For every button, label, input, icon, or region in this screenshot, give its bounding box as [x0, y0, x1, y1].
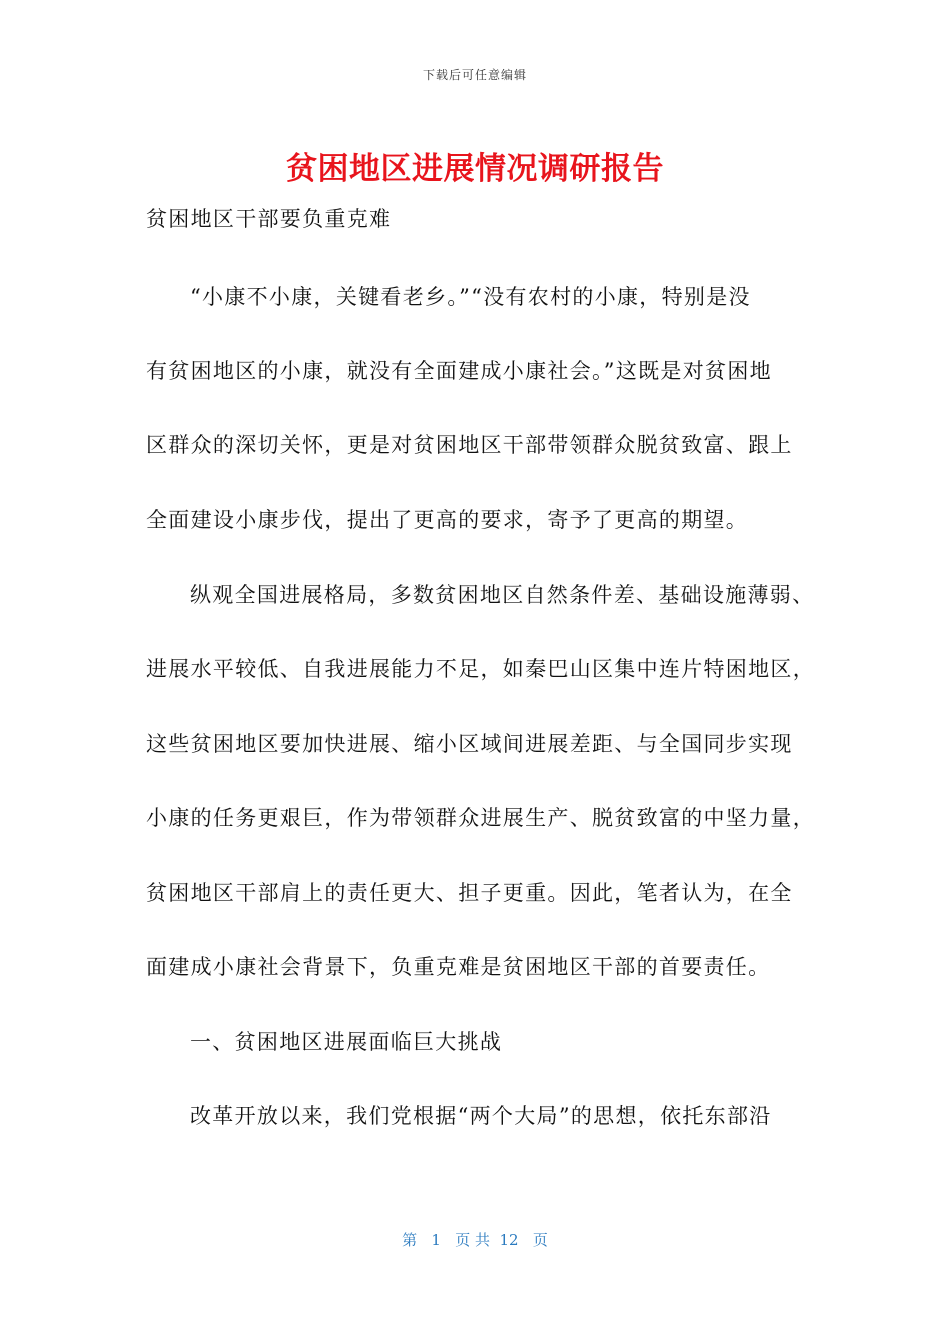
body-line: 纵观全国进展格局，多数贫困地区自然条件差、基础设施薄弱、	[190, 583, 815, 607]
body-line: 小康的任务更艰巨，作为带领群众进展生产、脱贫致富的中坚力量，	[146, 806, 815, 830]
body-line: “小康不小康，关键看老乡。”“没有农村的小康，特别是没	[190, 285, 751, 309]
page-number-footer: 第 1 页 共 12 页	[402, 1231, 548, 1249]
body-line: 有贫困地区的小康，就没有全面建成小康社会。”这既是对贫困地	[146, 359, 772, 383]
body-line: 全面建设小康步伐，提出了更高的要求，寄予了更高的期望。	[146, 508, 749, 532]
body-line: 面建成小康社会背景下，负重克难是贫困地区干部的首要责任。	[146, 955, 771, 979]
section-heading: 一、贫困地区进展面临巨大挑战	[190, 1030, 503, 1054]
body-line: 这些贫困地区要加快进展、缩小区域间进展差距、与全国同步实现	[146, 732, 793, 756]
body-line: 区群众的深切关怀，更是对贫困地区干部带领群众脱贫致富、跟上	[146, 433, 793, 457]
body-line: 贫困地区干部肩上的责任更大、担子更重。因此，笔者认为，在全	[146, 881, 793, 905]
subtitle-line: 贫困地区干部要负重克难	[146, 207, 392, 231]
document-title: 贫困地区进展情况调研报告	[286, 151, 664, 187]
header-note: 下载后可任意编辑	[422, 68, 527, 82]
body-line: 改革开放以来，我们党根据“两个大局”的思想，依托东部沿	[190, 1104, 772, 1128]
body-line: 进展水平较低、自我进展能力不足，如秦巴山区集中连片特困地区，	[146, 657, 815, 681]
